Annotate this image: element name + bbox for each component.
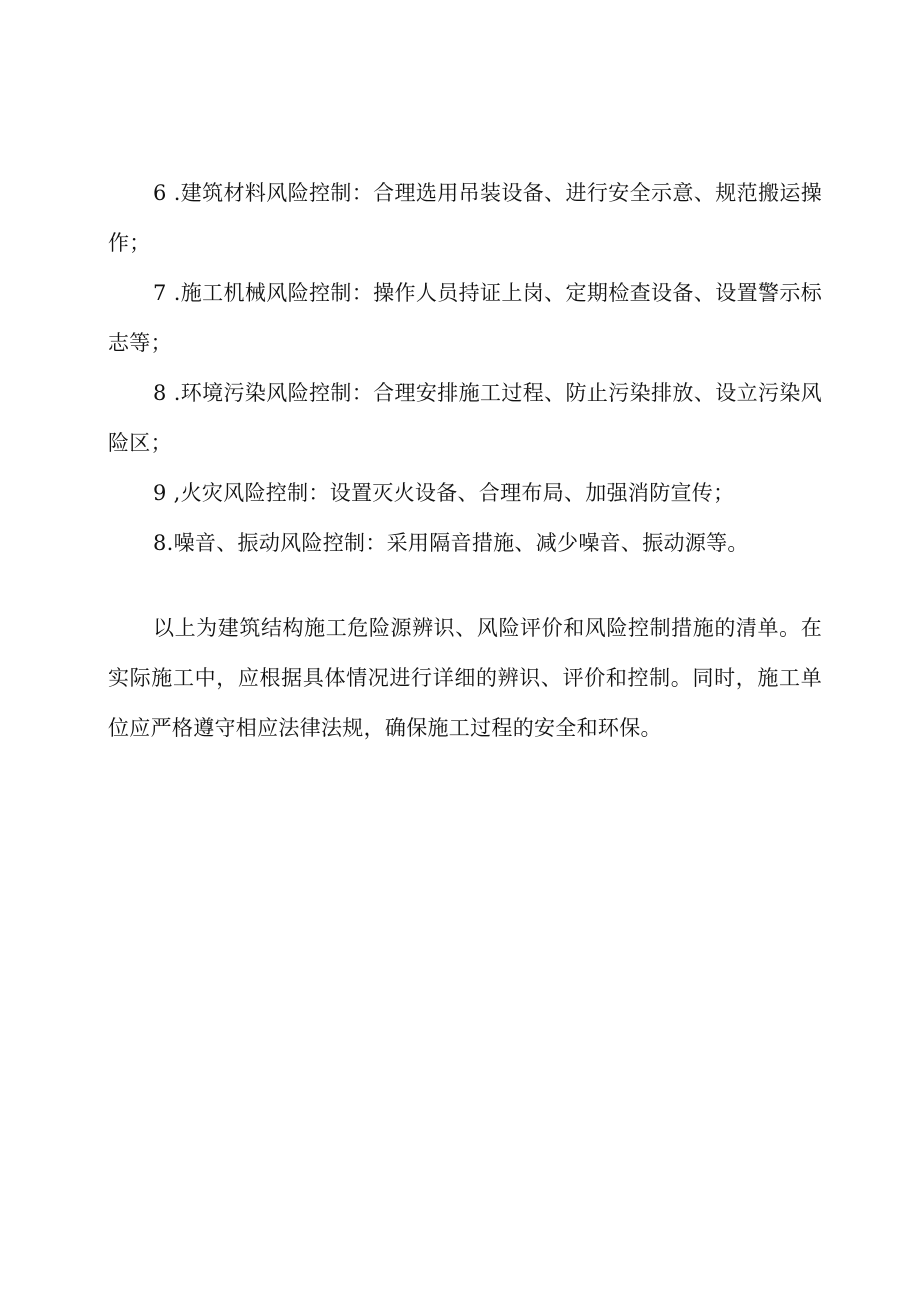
list-item-material-risk: 6 .建筑材料风险控制：合理选用吊装设备、进行安全示意、规范搬运操作； — [108, 181, 822, 255]
risk-control-list — [108, 168, 822, 568]
list-item-noise-risk: 8.噪音、振动风险控制：采用隔音措施、减少噪音、振动源等。 — [153, 531, 749, 555]
summary-paragraph: 以上为建筑结构施工危险源辨识、风险评价和风险控制措施的清单。在实际施工中，应根据具体情况进行详细的辨识、评价和控制。同时，施工单位应严格遵守相应法律法规，确保施工过程的安全和环保。 — [108, 616, 822, 740]
list-item-machinery-risk: 7 .施工机械风险控制：操作人员持证上岗、定期检查设备、设置警示标志等； — [108, 281, 822, 355]
list-item-pollution-risk: 8 .环境污染风险控制：合理安排施工过程、防止污染排放、设立污染风险区； — [108, 381, 822, 455]
list-item-fire-risk: 9 ,火灾风险控制：设置灭火设备、合理布局、加强消防宣传； — [153, 481, 735, 505]
summary-section — [108, 603, 822, 753]
